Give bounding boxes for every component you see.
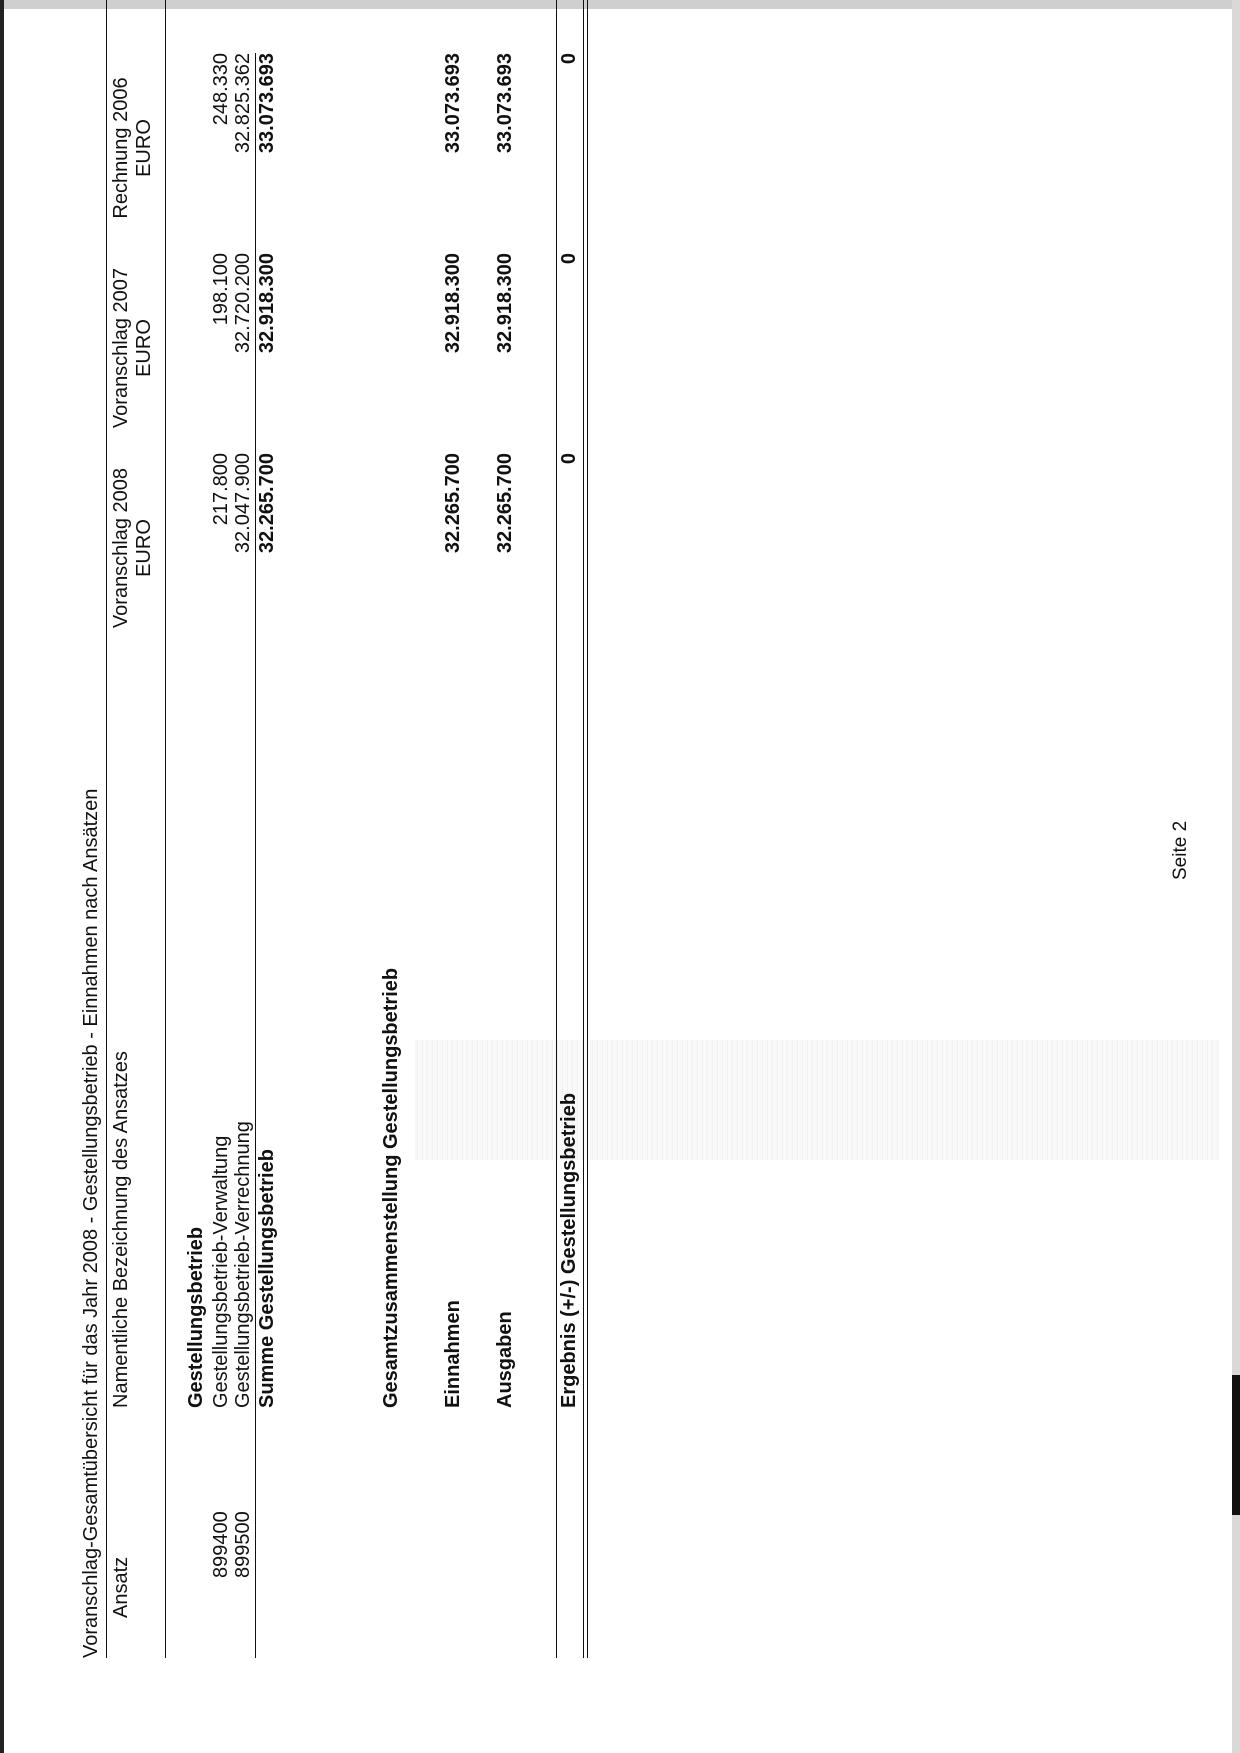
result-rule-bottom-2 [587,0,588,1658]
row-899400-ra2006: 248.330 [210,53,232,126]
result-rule-top [556,0,557,1658]
ergebnis-ra2006: 0 [558,53,580,65]
row-899500-ra2006: 32.825.362 [232,53,254,154]
sum-va2008: 32.265.700 [256,453,278,554]
section-title: Gestellungsbetrieb [185,1226,207,1408]
col-header-ansatz: Ansatz [110,1556,132,1618]
row-899400-label: Gestellungsbetrieb-Verwaltung [210,1135,232,1408]
ausgaben-ra2006: 33.073.693 [494,53,516,154]
ergebnis-label: Ergebnis (+/-) Gestellungsbetrieb [558,1092,580,1408]
page-footer: Seite 2 [1170,820,1191,880]
row-899500-label: Gestellungsbetrieb-Verrechnung [232,1121,254,1408]
col-header-va2008-label: Voranschlag 2008 [110,467,132,629]
col-header-va2008 [110,458,156,638]
ergebnis-va2007: 0 [558,253,580,265]
col-header-va2007 [110,258,156,438]
page-title: Voranschlag-Gesamtübersicht für das Jahr 2008 - Gestellungsbetrieb - Einnahmen nach Ansätzen [80,788,102,1658]
sum-label: Summe Gestellungsbetrieb [256,1149,278,1408]
header-rule [165,0,166,1658]
row-899500-ansatz: 899500 [232,1511,254,1578]
row-899400-ansatz: 899400 [210,1511,232,1578]
col-header-ra2006-label: Rechnung 2006 [110,77,132,219]
ergebnis-va2008: 0 [558,453,580,465]
row-899500-va2008: 32.047.900 [232,453,254,554]
row-899400-va2008: 217.800 [210,453,232,526]
ausgaben-va2008: 32.265.700 [494,453,516,554]
einnahmen-ra2006: 33.073.693 [442,53,464,154]
scan-edge-mark [1232,1375,1240,1515]
rotated-page [80,0,1200,1658]
einnahmen-label: Einnahmen [442,1300,464,1408]
col-header-va2007-label: Voranschlag 2007 [110,267,132,429]
ausgaben-va2007: 32.918.300 [494,253,516,354]
ausgaben-label: Ausgaben [494,1311,516,1408]
result-rule-bottom-1 [583,0,584,1658]
title-underline [106,0,107,1658]
row-899500-va2007: 32.720.200 [232,253,254,354]
col-header-va2008-unit: EURO [133,519,155,577]
scan-edge-left [0,0,4,1753]
summary-title: Gesamtzusammenstellung Gestellungsbetrieb [380,967,402,1408]
einnahmen-va2007: 32.918.300 [442,253,464,354]
col-header-ra2006-unit: EURO [133,119,155,177]
col-header-ra2006 [110,58,156,238]
einnahmen-va2008: 32.265.700 [442,453,464,554]
row-899400-va2007: 198.100 [210,253,232,326]
sum-va2007: 32.918.300 [256,253,278,354]
col-header-bezeichnung: Namentliche Bezeichnung des Ansatzes [110,1051,132,1408]
sum-ra2006: 33.073.693 [256,53,278,154]
col-header-va2007-unit: EURO [133,319,155,377]
